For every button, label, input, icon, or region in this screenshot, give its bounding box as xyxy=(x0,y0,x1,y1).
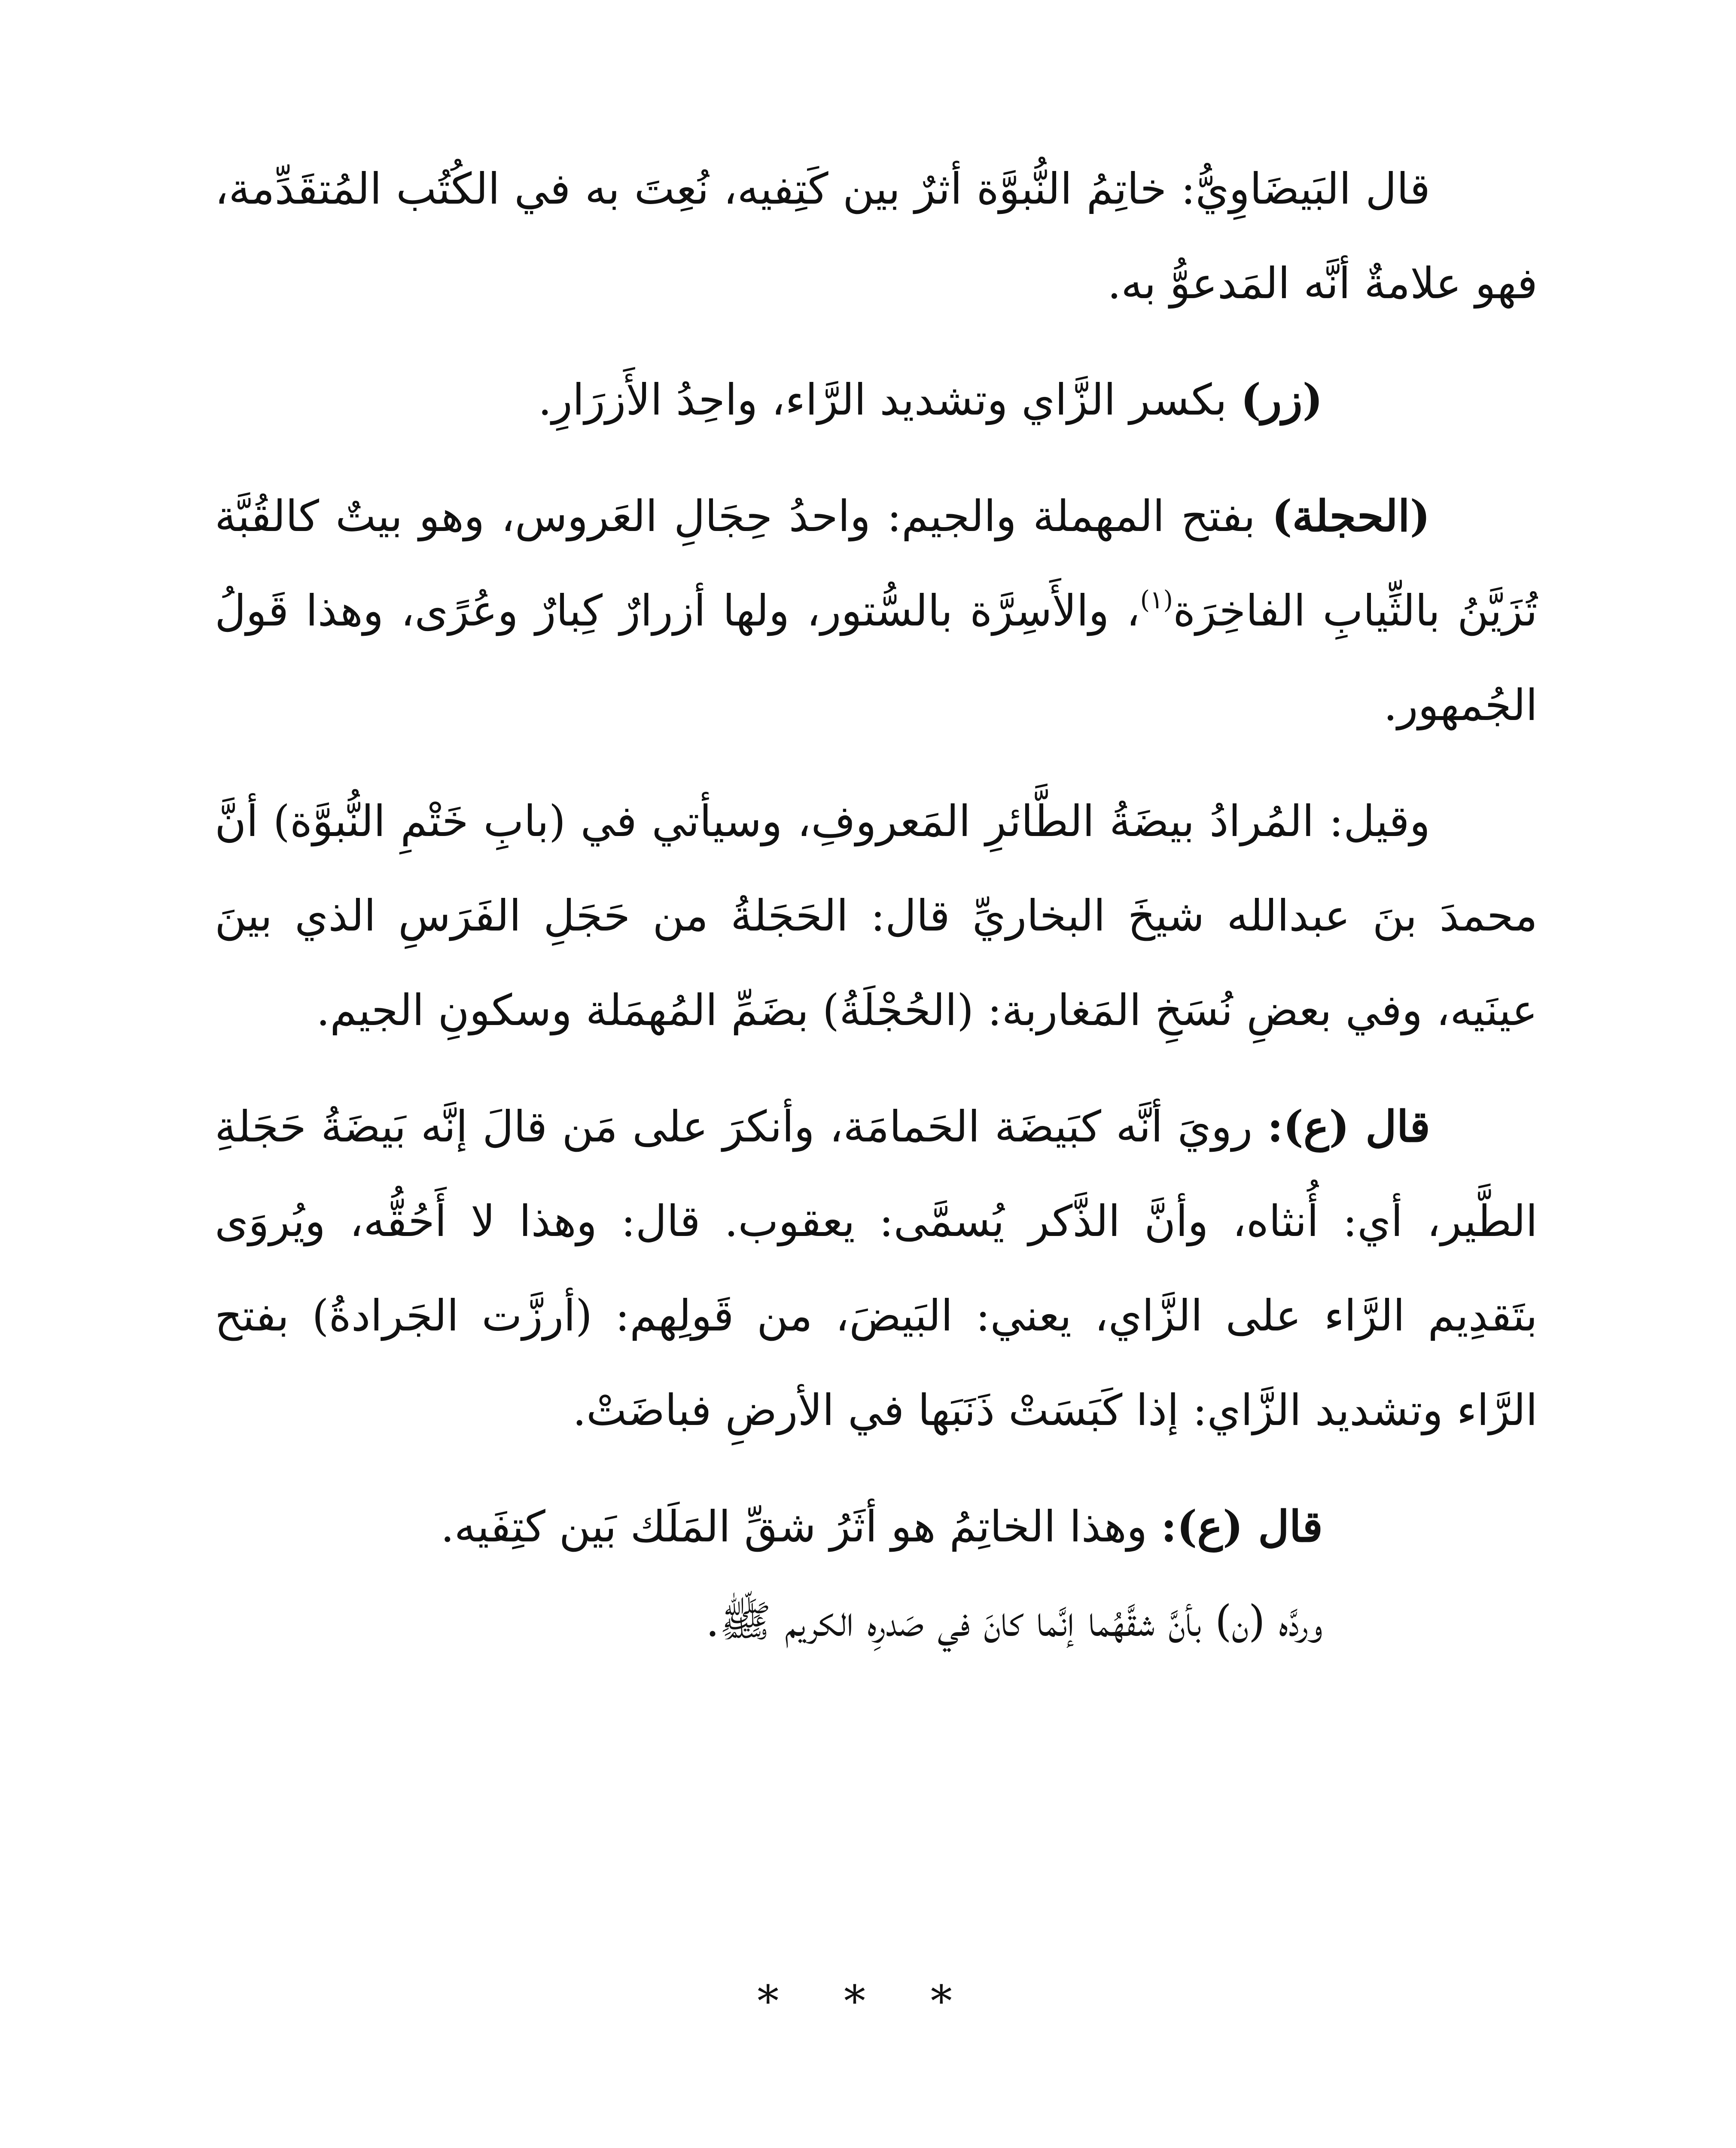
paragraph-raddahu xyxy=(215,1574,1538,1669)
paragraph-qila xyxy=(215,774,1538,1058)
main-text xyxy=(215,142,1538,1690)
headword: قال (ع): xyxy=(1161,1501,1323,1552)
paragraph-zirr xyxy=(215,352,1538,447)
paragraph-qala-ayn-2 xyxy=(215,1479,1538,1574)
paragraph-text: وهذا الخاتِمُ هو أثَرُ شقِّ المَلَك بَين كتِفَيه. xyxy=(440,1501,1161,1552)
headword: قال (ع): xyxy=(1267,1101,1430,1152)
paragraph-text: ، والأَسِرَّة بالسُّتور، ولها أزرارٌ كِبارٌ وعُرًى، وهذا قَولُ الجُمهور. xyxy=(215,586,1538,730)
footnote-reference[interactable]: (١) xyxy=(1140,585,1173,614)
paragraph-baydawi xyxy=(215,142,1538,331)
paragraph-hajala xyxy=(215,469,1538,753)
paragraph-text: رويَ أنَّه كبَيضَة الحَمامَة، وأنكرَ على مَن قالَ إنَّه بَيضَةُ حَجَلةِ الطَّير، أي: أُنثاه، وأنَّ الذَّكر يُسمَّى: يعقوب. قال: وهذا لا أَحُقُّه، ويُروَى بتَقدِيم الرَّاء على الزَّاي، يعني: البَيضَ، من قَولِهم: (أرزَّت الجَرادةُ) بفتح الرَّاء وتشديد الزَّاي: إذا كَبَسَتْ ذَنَبَها في الأرضِ فباضَتْ. xyxy=(215,1101,1538,1435)
section-separator: * * * xyxy=(757,1976,978,2026)
headword: (الحجلة) xyxy=(1272,491,1430,541)
paragraph-text: قال البَيضَاوِيُّ: خاتِمُ النُّبوَّة أثرٌ بين كَتِفيه، نُعِتَ به في الكُتُب المُتقَدِّمة، فهو علامةٌ أنَّه المَدعوُّ به. xyxy=(215,164,1538,308)
headword: (زر) xyxy=(1240,374,1323,425)
paragraph-text: وردَّه (ن) بأنَّ شقَّهُما إنَّما كانَ في صَدرِه الكريم ﷺ. xyxy=(706,1596,1323,1646)
paragraph-text: وقيل: المُرادُ بيضَةُ الطَّائرِ المَعروفِ، وسيأتي في (بابِ خَتْمِ النُّبوَّة) أنَّ محمدَ بنَ عبدالله شيخَ البخاريِّ قال: الحَجَلةُ من حَجَلِ الفَرَسِ الذي بينَ عينَيه، وفي بعضِ نُسَخِ المَغاربة: (الحُجْلَةُ) بضَمِّ المُهمَلة وسكونِ الجيم. xyxy=(215,796,1538,1035)
paragraph-text: بكسر الزَّاي وتشديد الرَّاء، واحِدُ الأَزرَارِ. xyxy=(538,375,1241,425)
paragraph-text: بفتح المهملة والجيم: واحدُ حِجَالِ العَروس، وهو بيتٌ كالقُبَّة تُزَيَّنُ بالثِّيابِ الفاخِرَة xyxy=(215,491,1538,636)
paragraph-qala-ayn-1 xyxy=(215,1079,1538,1458)
